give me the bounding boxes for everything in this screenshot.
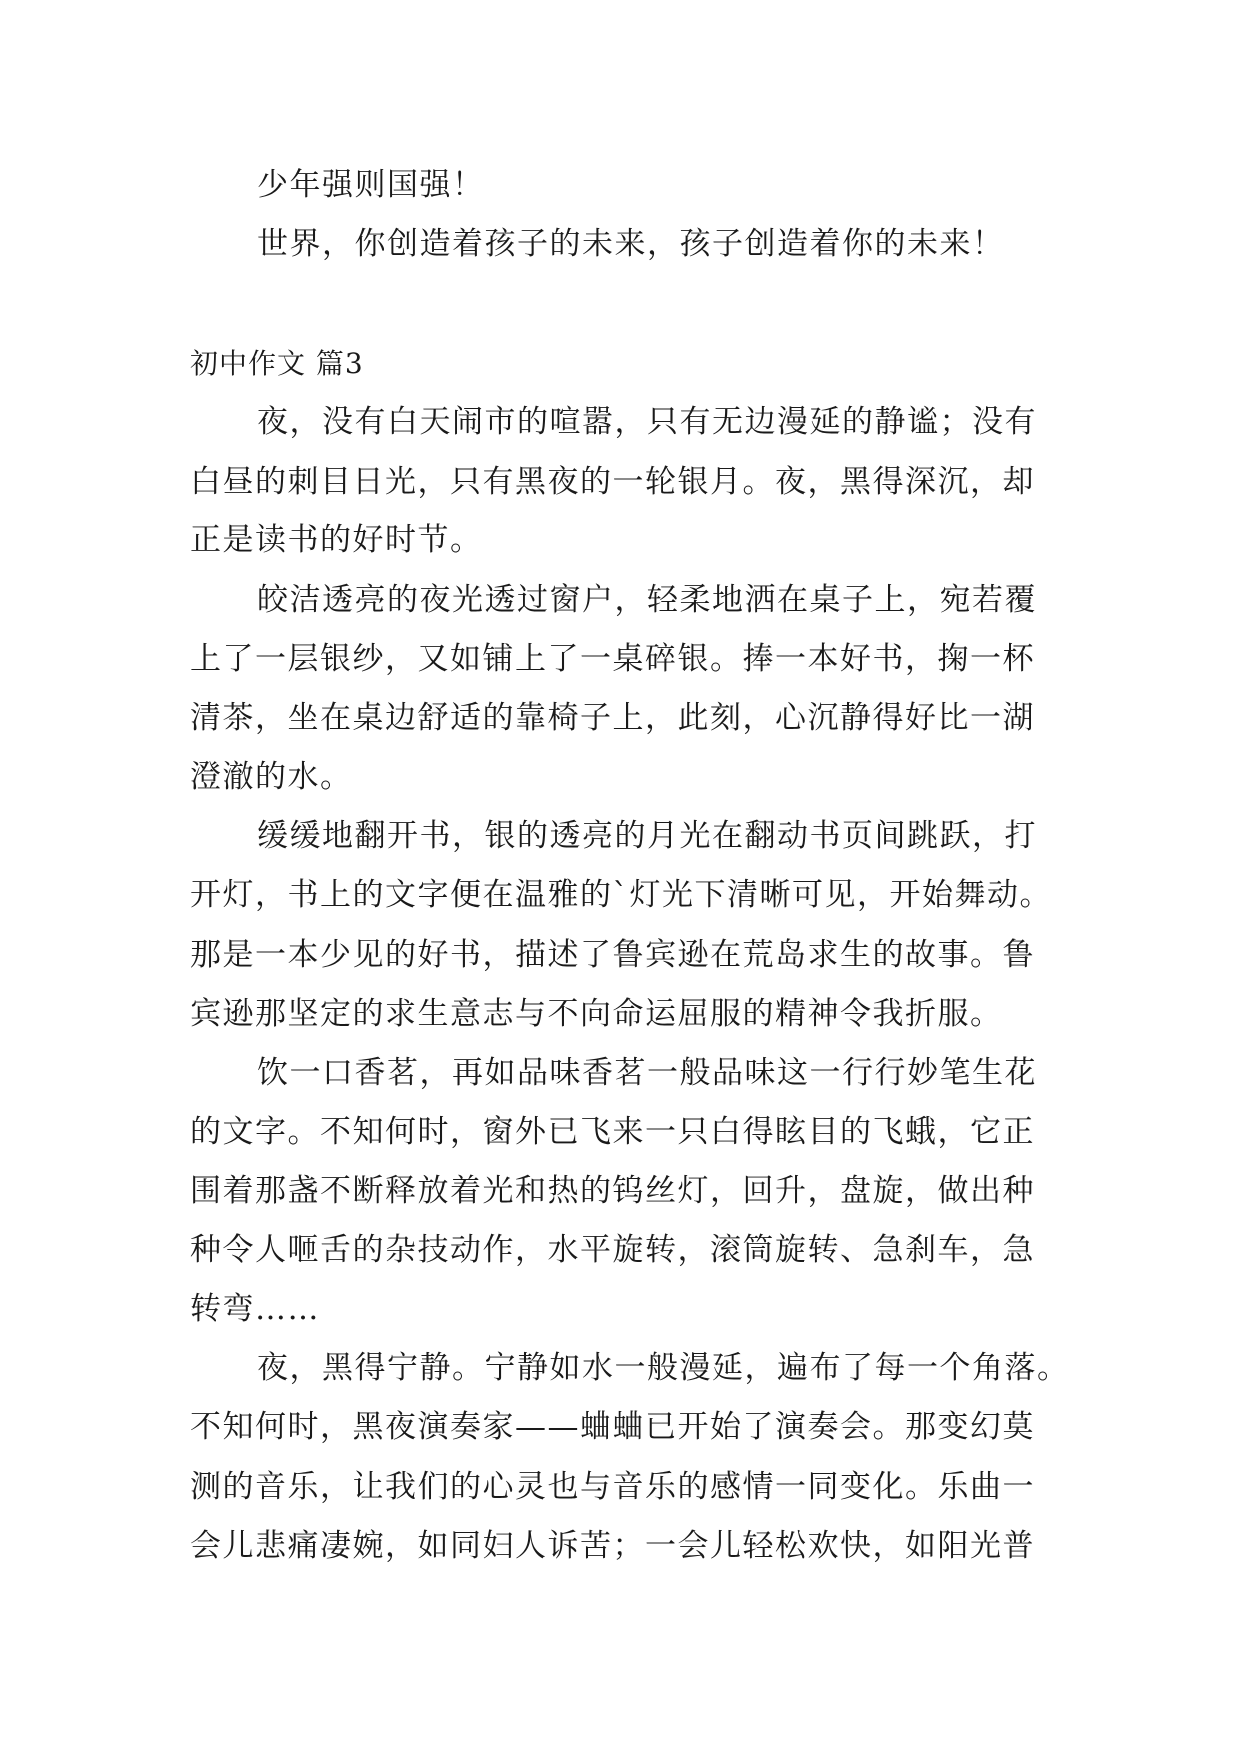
paragraph-2-line-3: 清茶，坐在桌边舒适的靠椅子上，此刻，心沉静得好比一湖 [190,700,1035,736]
paragraph-5-line-3: 测的音乐，让我们的心灵也与音乐的感情一同变化。乐曲一 [190,1469,1035,1505]
paragraph-4-line-5: 转弯…… [190,1291,320,1327]
paragraph-2-line-1: 皎洁透亮的夜光透过窗户，轻柔地洒在桌子上，宛若覆 [257,582,1037,618]
paragraph-2-line-2: 上了一层银纱，又如铺上了一桌碎银。捧一本好书，掬一杯 [190,641,1035,677]
section-heading: 初中作文 篇3 [190,347,364,380]
closing-line-1: 少年强则国强！ [257,167,485,203]
paragraph-1-line-3: 正是读书的好时节。 [190,522,483,558]
paragraph-3-line-4: 宾逊那坚定的求生意志与不向命运屈服的精神令我折服。 [190,996,1003,1032]
paragraph-4-line-4: 种令人咂舌的杂技动作，水平旋转，滚筒旋转、急刹车，急 [190,1232,1035,1268]
paragraph-5-line-2: 不知何时，黑夜演奏家——蛐蛐已开始了演奏会。那变幻莫 [190,1409,1035,1445]
paragraph-4-line-3: 围着那盏不断释放着光和热的钨丝灯，回升，盘旋，做出种 [190,1173,1035,1209]
paragraph-1-line-2: 白昼的刺目日光，只有黑夜的一轮银月。夜，黑得深沉，却 [190,464,1035,500]
paragraph-4-line-2: 的文字。不知何时，窗外已飞来一只白得眩目的飞蛾，它正 [190,1114,1035,1150]
closing-line-2: 世界，你创造着孩子的未来，孩子创造着你的未来！ [257,226,1005,262]
paragraph-4-line-1: 饮一口香茗，再如品味香茗一般品味这一行行妙笔生花 [257,1055,1037,1091]
paragraph-3-line-1: 缓缓地翻开书，银的透亮的月光在翻动书页间跳跃，打 [257,818,1037,854]
paragraph-1-line-1: 夜，没有白天闹市的喧嚣，只有无边漫延的静谧；没有 [257,404,1037,440]
paragraph-2-line-4: 澄澈的水。 [190,759,353,795]
paragraph-3-line-2: 开灯，书上的文字便在温雅的`灯光下清晰可见，开始舞动。 [190,877,1052,913]
paragraph-5-line-4: 会儿悲痛凄婉，如同妇人诉苦；一会儿轻松欢快，如阳光普 [190,1528,1035,1564]
paragraph-5-line-1: 夜，黑得宁静。宁静如水一般漫延，遍布了每一个角落。 [257,1350,1070,1386]
paragraph-3-line-3: 那是一本少见的好书，描述了鲁宾逊在荒岛求生的故事。鲁 [190,937,1035,973]
